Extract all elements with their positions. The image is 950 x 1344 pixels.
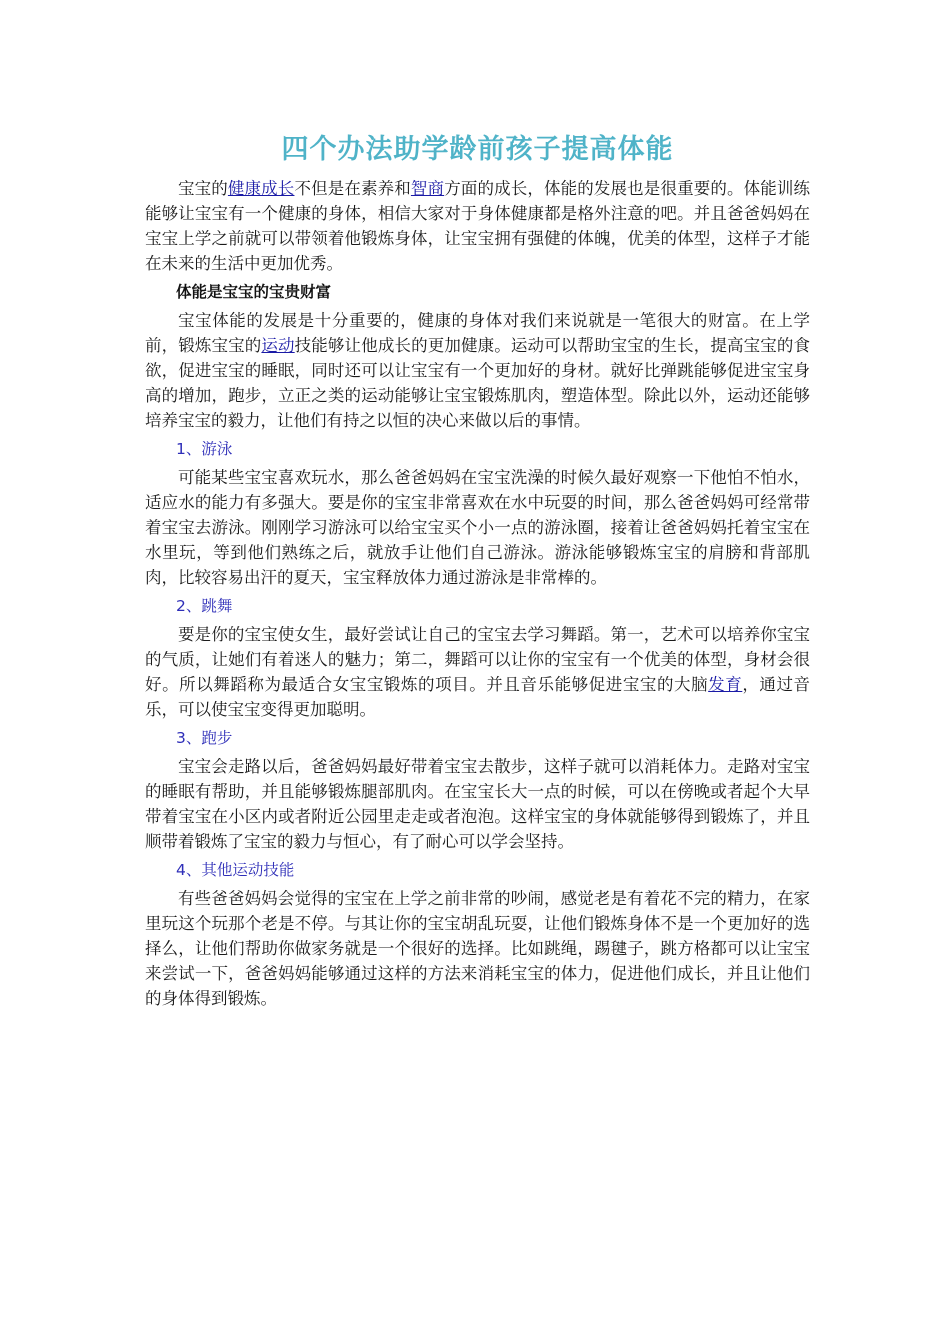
intro-paragraph	[145, 176, 810, 276]
link-sports[interactable]: 运动	[261, 336, 295, 355]
link-development[interactable]: 发育	[708, 675, 743, 694]
swimming-paragraph: 可能某些宝宝喜欢玩水，那么爸爸妈妈在宝宝洗澡的时候久最好观察一下他怕不怕水，适应水的能力有多强大。要是你的宝宝非常喜欢在水中玩耍的时间，那么爸爸妈妈可经常带着宝宝去游泳。刚刚学习游泳可以给宝宝买个小一点的游泳圈，接着让爸爸妈妈托着宝宝在水里玩，等到他们熟练之后，就放手让他们自己游泳。游泳能够锻炼宝宝的肩膀和背部肌肉，比较容易出汗的夏天，宝宝释放体力通过游泳是非常棒的。	[145, 468, 810, 587]
other-skills-paragraph: 有些爸爸妈妈会觉得的宝宝在上学之前非常的吵闹，感觉老是有着花不完的精力，在家里玩这个玩那个老是不停。与其让你的宝宝胡乱玩耍，让他们锻炼身体不是一个更加好的选择么，让他们帮助你做家务就是一个很好的选择。比如跳绳，踢毽子，跳方格都可以让宝宝来尝试一下，爸爸妈妈能够通过这样的方法来消耗宝宝的体力，促进他们成长，并且让他们的身体得到锻炼。	[145, 889, 810, 1008]
subheading-other-skills: 4、其他运动技能	[176, 861, 295, 879]
link-iq[interactable]: 智商	[410, 179, 445, 198]
document-page	[145, 130, 810, 1011]
section1-text-1: 宝宝体能的发展是十分重要的，健康的身体对我们来说就是一笔很大的财富。在上学前，锻炼宝宝的	[145, 311, 810, 355]
subheading-dancing: 2、跳舞	[176, 597, 233, 615]
dancing-text-2: ，通过音乐，可以使宝宝变得更加聪明。	[145, 675, 811, 719]
intro-text-3: 方面的成长，体能的发展也是很重要的。体能训练能够让宝宝有一个健康的身体，相信大家对于身体健康都是格外注意的吧。并且爸爸妈妈在宝宝上学之前就可以带领着他锻炼身体，让宝宝拥有强健的体魄，优美的体型，这样子才能在未来的生活中更加优秀。	[145, 179, 811, 273]
section-heading-fitness-wealth: 体能是宝宝的宝贵财富	[176, 283, 332, 301]
document-title: 四个办法助学龄前孩子提高体能	[281, 134, 674, 165]
intro-text-2: 不但是在素养和	[294, 179, 411, 198]
running-paragraph: 宝宝会走路以后，爸爸妈妈最好带着宝宝去散步，这样子就可以消耗体力。走路对宝宝的睡眠有帮助，并且能够锻炼腿部肌肉。在宝宝长大一点的时候，可以在傍晚或者起个大早带着宝宝在小区内或者附近公园里走走或者泡泡。这样宝宝的身体就能够得到锻炼了，并且顺带着锻炼了宝宝的毅力与恒心，有了耐心可以学会坚持。	[145, 757, 810, 851]
subheading-swimming: 1、游泳	[176, 440, 233, 458]
dancing-text-1: 要是你的宝宝使女生，最好尝试让自己的宝宝去学习舞蹈。第一，艺术可以培养你宝宝的气质，让她们有着迷人的魅力；第二，舞蹈可以让你的宝宝有一个优美的体型，身材会很好。所以舞蹈称为最适合女宝宝锻炼的项目。并且音乐能够促进宝宝的大脑	[145, 625, 810, 694]
section1-text-2: 技能够让他成长的更加健康。运动可以帮助宝宝的生长，提高宝宝的食欲，促进宝宝的睡眠，同时还可以让宝宝有一个更加好的身材。就好比弹跳能够促进宝宝身高的增加，跑步，立正之类的运动能够让宝宝锻炼肌肉，塑造体型。除此以外，运动还能够培养宝宝的毅力，让他们有持之以恒的决心来做以后的事情。	[145, 336, 811, 430]
dancing-paragraph	[145, 622, 810, 722]
subheading-running: 3、跑步	[176, 729, 233, 747]
link-healthy-growth[interactable]: 健康成长	[227, 179, 295, 198]
section1-paragraph	[145, 308, 810, 433]
intro-text-1: 宝宝的	[178, 179, 228, 198]
